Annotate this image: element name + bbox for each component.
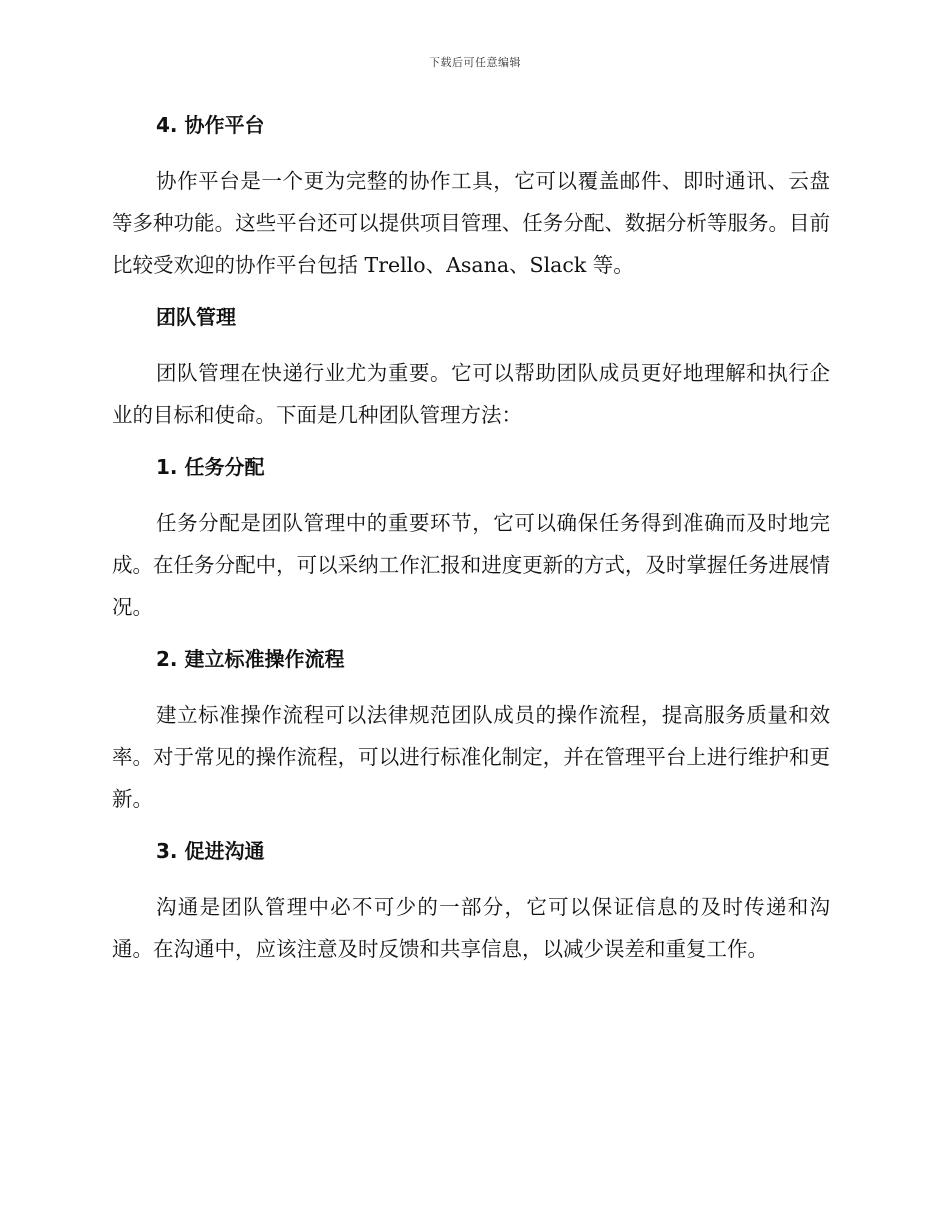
- section-paragraph-task-assignment: 任务分配是团队管理中的重要环节，它可以确保任务得到准确而及时地完成。在任务分配中，可以采纳工作汇报和进度更新的方式，及时掌握任务进展情况。: [112, 511, 830, 619]
- section-heading-task-assignment: 1. 任务分配: [156, 455, 265, 479]
- section-heading-communication: 3. 促进沟通: [156, 839, 265, 863]
- section-paragraph-standard-procedures: 建立标准操作流程可以法律规范团队成员的操作流程，提高服务质量和效率。对于常见的操作流程，可以进行标准化制定，并在管理平台上进行维护和更新。: [112, 703, 830, 811]
- section-heading-standard-procedures: 2. 建立标准操作流程: [156, 647, 345, 671]
- section-heading-team-management: 团队管理: [156, 305, 236, 329]
- document-body: [112, 110, 830, 970]
- section-paragraph-communication: 沟通是团队管理中必不可少的一部分，它可以保证信息的及时传递和沟通。在沟通中，应该注意及时反馈和共享信息，以减少误差和重复工作。: [112, 895, 830, 961]
- section-paragraph-team-management: 团队管理在快递行业尤为重要。它可以帮助团队成员更好地理解和执行企业的目标和使命。下面是几种团队管理方法：: [112, 361, 830, 427]
- section-heading-collaboration-platform: 4. 协作平台: [156, 113, 265, 137]
- page-header-note: 下载后可任意编辑: [429, 56, 521, 69]
- section-paragraph-collaboration-platform: 协作平台是一个更为完整的协作工具，它可以覆盖邮件、即时通讯、云盘等多种功能。这些平台还可以提供项目管理、任务分配、数据分析等服务。目前比较受欢迎的协作平台包括 Trello、Asana、Slack 等。: [112, 169, 830, 277]
